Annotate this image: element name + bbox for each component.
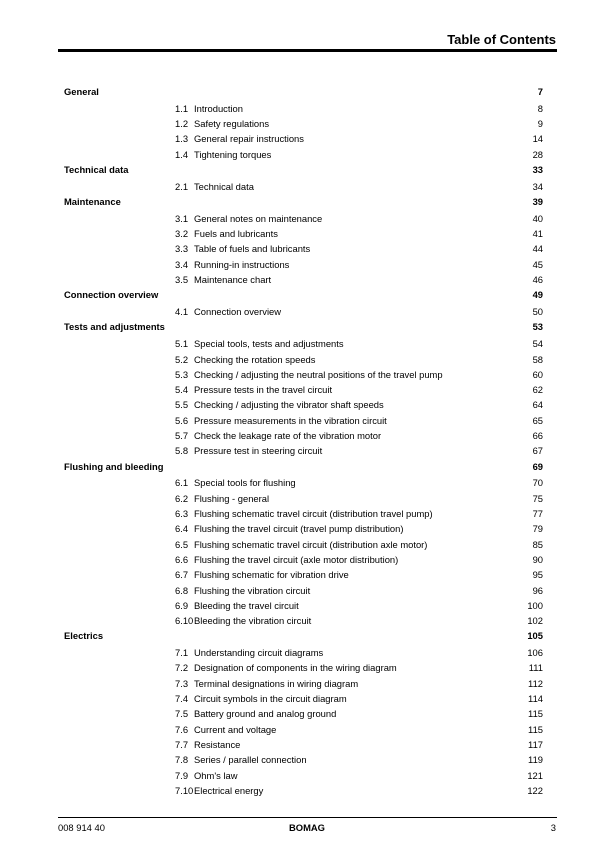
- toc-item-number: 6.6: [175, 553, 189, 565]
- toc-item-number: 7.10: [175, 784, 194, 796]
- toc-item-row[interactable]: [64, 443, 543, 458]
- toc-item-row[interactable]: [64, 722, 543, 737]
- toc-item-number: 6.3: [175, 508, 189, 520]
- toc-section-title: Technical data: [64, 163, 129, 175]
- toc-item-label: Terminal designations in wiring diagram: [194, 677, 359, 689]
- toc-item-label: Safety regulations: [194, 118, 270, 130]
- toc-item-row[interactable]: [64, 382, 543, 397]
- toc-page-number: 45: [532, 258, 543, 270]
- toc-item-number: 3.2: [175, 228, 189, 240]
- toc-item-number: 5.6: [175, 414, 189, 426]
- toc-page-number: 7: [537, 86, 543, 97]
- toc-section-row[interactable]: [64, 287, 543, 304]
- toc-item-row[interactable]: [64, 691, 543, 706]
- toc-page-number: 85: [532, 538, 543, 550]
- toc-item-number: 1.1: [175, 102, 189, 114]
- toc-section-row[interactable]: [64, 84, 543, 101]
- toc-item-label: Check the leakage rate of the vibration motor: [194, 430, 382, 442]
- toc-item-label: Checking the rotation speeds: [194, 353, 316, 365]
- toc-page-number: 112: [528, 677, 543, 689]
- toc-page-number: 70: [532, 477, 543, 489]
- toc-page-number: 100: [527, 599, 543, 611]
- toc-section-row[interactable]: [64, 459, 543, 476]
- toc-item-number: 5.2: [175, 353, 189, 365]
- toc-page-number: 49: [532, 289, 543, 301]
- toc-item-row[interactable]: [64, 428, 543, 443]
- toc-item-number: 5.3: [175, 368, 189, 380]
- toc-section-row[interactable]: [64, 628, 543, 645]
- toc-page-number: 14: [532, 133, 543, 145]
- toc-item-label: Flushing the travel circuit (travel pump distribution): [194, 523, 404, 535]
- toc-item-row[interactable]: [64, 552, 543, 567]
- toc-item-number: 7.8: [175, 754, 189, 766]
- toc-page-number: 40: [532, 212, 543, 224]
- toc-item-row[interactable]: [64, 613, 543, 628]
- toc-item-number: 3.3: [175, 243, 189, 255]
- toc-item-label: Flushing - general: [194, 492, 270, 504]
- toc-item-row[interactable]: [64, 768, 543, 783]
- toc-item-label: General notes on maintenance: [194, 212, 323, 224]
- toc-item-label: Pressure measurements in the vibration circuit: [194, 414, 387, 426]
- toc-item-number: 7.1: [175, 647, 189, 659]
- toc-item-row[interactable]: [64, 491, 543, 506]
- toc-item-row[interactable]: [64, 397, 543, 412]
- toc-page-number: 64: [532, 399, 543, 411]
- toc-item-row[interactable]: [64, 211, 543, 226]
- toc-item-number: 1.3: [175, 133, 189, 145]
- toc-page-number: 79: [532, 523, 543, 535]
- toc-page-number: 115: [528, 708, 543, 720]
- toc-item-row[interactable]: [64, 131, 543, 146]
- footer-brand: BOMAG: [289, 822, 325, 833]
- toc-item-label: Electrical energy: [194, 784, 264, 796]
- toc-item-label: Flushing schematic for vibration drive: [194, 569, 349, 581]
- toc-section-title: General: [64, 86, 99, 97]
- toc-item-number: 3.1: [175, 212, 189, 224]
- toc-item-number: 7.4: [175, 693, 189, 705]
- toc-item-label: Bleeding the travel circuit: [194, 599, 299, 611]
- toc-page-number: 90: [532, 553, 543, 565]
- toc-item-row[interactable]: [64, 116, 543, 131]
- toc-item-label: Flushing the vibration circuit: [194, 584, 311, 596]
- toc-item-label: Circuit symbols in the circuit diagram: [194, 693, 347, 705]
- toc-item-row[interactable]: [64, 737, 543, 752]
- toc-page-number: 46: [532, 274, 543, 286]
- header-rule: [58, 49, 557, 52]
- toc-item-row[interactable]: [64, 413, 543, 428]
- toc-item-number: 5.1: [175, 338, 189, 350]
- toc-item-number: 3.4: [175, 258, 189, 270]
- toc-item-label: Flushing the travel circuit (axle motor distribution): [194, 553, 399, 565]
- toc-item-number: 5.8: [175, 445, 189, 457]
- toc-item-row[interactable]: [64, 706, 543, 721]
- toc-item-row[interactable]: [64, 147, 543, 162]
- toc-item-label: Connection overview: [194, 306, 282, 318]
- toc-item-row[interactable]: [64, 367, 543, 382]
- toc-item-label: Resistance: [194, 738, 241, 750]
- toc-item-row[interactable]: [64, 352, 543, 367]
- toc-item-label: Tightening torques: [194, 148, 272, 160]
- toc-item-label: Flushing schematic travel circuit (distribution axle motor): [194, 538, 428, 550]
- toc-item-row[interactable]: [64, 475, 543, 490]
- toc-page-number: 9: [537, 118, 543, 130]
- toc-item-row[interactable]: [64, 583, 543, 598]
- toc-item-number: 7.9: [175, 769, 189, 781]
- toc-item-row[interactable]: [64, 179, 543, 194]
- toc-item-label: General repair instructions: [194, 133, 304, 145]
- toc-item-row[interactable]: [64, 506, 543, 521]
- toc-item-number: 7.2: [175, 662, 189, 674]
- toc-page-number: 58: [532, 353, 543, 365]
- toc-page-number: 66: [532, 430, 543, 442]
- toc-section-title: Tests and adjustments: [64, 321, 165, 333]
- toc-item-row[interactable]: [64, 272, 543, 287]
- toc-item-number: 7.5: [175, 708, 189, 720]
- toc-item-label: Pressure test in steering circuit: [194, 445, 323, 457]
- toc-section-row[interactable]: [64, 194, 543, 211]
- toc-section-title: Flushing and bleeding: [64, 460, 164, 472]
- toc-page-number: 114: [528, 693, 543, 705]
- toc-item-number: 5.4: [175, 384, 189, 396]
- toc-item-number: 1.4: [175, 148, 189, 160]
- toc-item-row[interactable]: [64, 537, 543, 552]
- toc-item-row[interactable]: [64, 101, 543, 116]
- toc-list: [64, 84, 543, 798]
- toc-page-number: 115: [528, 723, 543, 735]
- toc-item-number: 6.10: [175, 615, 194, 627]
- toc-item-label: Special tools, tests and adjustments: [194, 338, 344, 350]
- toc-item-number: 6.1: [175, 477, 189, 489]
- toc-item-label: Bleeding the vibration circuit: [194, 615, 312, 627]
- toc-page-number: 102: [527, 615, 543, 627]
- toc-page-number: 62: [532, 384, 543, 396]
- toc-item-number: 7.3: [175, 677, 189, 689]
- toc-item-row[interactable]: [64, 567, 543, 582]
- toc-page-number: 75: [532, 492, 543, 504]
- toc-item-row[interactable]: [64, 521, 543, 536]
- toc-item-label: Ohm's law: [194, 769, 238, 781]
- toc-section-row[interactable]: [64, 162, 543, 179]
- toc-item-row[interactable]: [64, 241, 543, 256]
- toc-page-number: 28: [532, 148, 543, 160]
- footer-page-number: 3: [550, 822, 556, 833]
- toc-page-number: 53: [532, 321, 543, 333]
- toc-item-number: 5.7: [175, 430, 189, 442]
- toc-item-number: 3.5: [175, 274, 189, 286]
- toc-page-number: 77: [532, 508, 543, 520]
- toc-page-number: 8: [537, 102, 543, 114]
- toc-page-number: 54: [532, 338, 543, 350]
- toc-item-number: 6.2: [175, 492, 189, 504]
- toc-page-number: 96: [532, 584, 543, 596]
- toc-item-number: 6.4: [175, 523, 189, 535]
- toc-page-number: 121: [527, 769, 543, 781]
- toc-page-number: 69: [532, 460, 543, 472]
- toc-item-label: Flushing schematic travel circuit (distribution travel pump): [194, 508, 433, 520]
- toc-item-row[interactable]: [64, 226, 543, 241]
- toc-section-title: Connection overview: [64, 289, 159, 301]
- toc-item-label: Battery ground and analog ground: [194, 708, 337, 720]
- toc-page-number: 39: [532, 196, 543, 208]
- toc-item-label: Special tools for flushing: [194, 477, 296, 489]
- toc-page-number: 34: [532, 180, 543, 192]
- toc-page-number: 44: [532, 243, 543, 255]
- toc-item-number: 5.5: [175, 399, 189, 411]
- toc-item-label: Introduction: [194, 102, 243, 114]
- toc-page-number: 41: [532, 228, 543, 240]
- toc-item-row[interactable]: [64, 676, 543, 691]
- toc-item-row[interactable]: [64, 645, 543, 660]
- toc-item-row[interactable]: [64, 660, 543, 675]
- toc-item-number: 2.1: [175, 180, 189, 192]
- toc-page-number: 122: [527, 784, 543, 796]
- toc-page-number: 65: [532, 414, 543, 426]
- toc-page-number: 106: [527, 647, 543, 659]
- toc-item-row[interactable]: [64, 598, 543, 613]
- toc-item-label: Current and voltage: [194, 723, 277, 735]
- toc-item-number: 6.9: [175, 599, 189, 611]
- toc-item-row[interactable]: [64, 304, 543, 319]
- toc-item-label: Understanding circuit diagrams: [194, 647, 324, 659]
- toc-page-number: 95: [532, 569, 543, 581]
- toc-item-label: Checking / adjusting the neutral positions of the travel pump: [194, 368, 443, 380]
- toc-item-label: Checking / adjusting the vibrator shaft speeds: [194, 399, 384, 411]
- toc-item-row[interactable]: [64, 752, 543, 767]
- toc-item-label: Maintenance chart: [194, 274, 272, 286]
- page-title: Table of Contents: [447, 32, 556, 47]
- toc-item-row[interactable]: [64, 783, 543, 798]
- toc-page-number: 50: [532, 306, 543, 318]
- toc-page-number: 105: [527, 630, 543, 642]
- toc-item-label: Series / parallel connection: [194, 754, 307, 766]
- toc-item-number: 6.8: [175, 584, 189, 596]
- toc-item-label: Designation of components in the wiring diagram: [194, 662, 397, 674]
- toc-section-title: Electrics: [64, 630, 104, 642]
- toc-item-number: 7.7: [175, 738, 189, 750]
- footer-rule: [58, 817, 557, 818]
- toc-page-number: 117: [528, 738, 543, 750]
- toc-section-title: Maintenance: [64, 196, 121, 208]
- footer-doc-number: 008 914 40: [58, 822, 105, 833]
- toc-item-number: 1.2: [175, 118, 189, 130]
- toc-item-label: Technical data: [194, 180, 254, 192]
- toc-item-label: Running-in instructions: [194, 258, 290, 270]
- toc-item-number: 7.6: [175, 723, 189, 735]
- toc-page-number: 119: [528, 754, 543, 766]
- toc-page-number: 60: [532, 368, 543, 380]
- toc-item-number: 6.5: [175, 538, 189, 550]
- toc-item-label: Table of fuels and lubricants: [194, 243, 311, 255]
- toc-page-number: 111: [528, 662, 543, 674]
- toc-item-label: Fuels and lubricants: [194, 228, 278, 240]
- toc-item-row[interactable]: [64, 257, 543, 272]
- toc-item-row[interactable]: [64, 336, 543, 351]
- toc-section-row[interactable]: [64, 319, 543, 336]
- toc-item-number: 4.1: [175, 306, 189, 318]
- toc-item-label: Pressure tests in the travel circuit: [194, 384, 333, 396]
- toc-item-number: 6.7: [175, 569, 189, 581]
- toc-page-number: 67: [532, 445, 543, 457]
- toc-page-number: 33: [532, 163, 543, 175]
